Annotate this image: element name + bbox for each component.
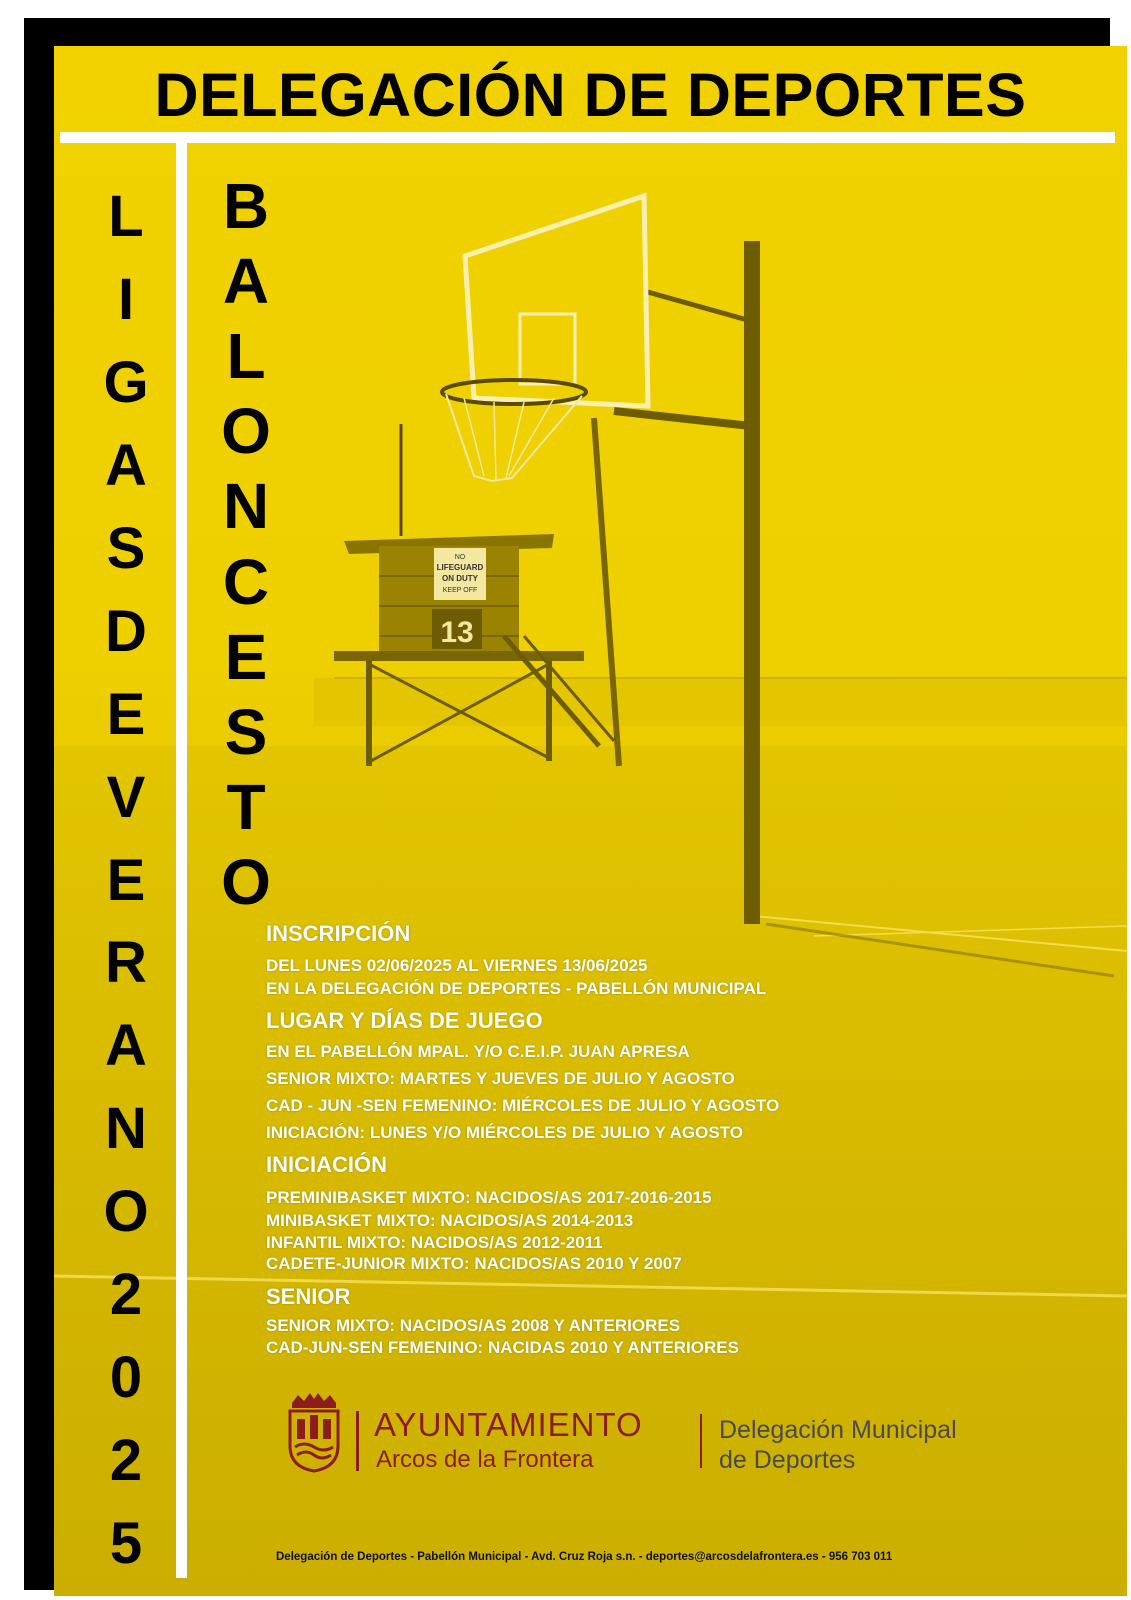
heading-iniciacion: INICIACIÓN	[266, 1152, 387, 1177]
sea-band	[314, 678, 1127, 726]
backboard-square	[520, 314, 575, 384]
info-line: EN EL PABELLÓN MPAL. Y/O C.E.I.P. JUAN APRESA	[266, 1042, 690, 1061]
info-line: CAD-JUN-SEN FEMENINO: NACIDAS 2010 Y ANTERIORES	[266, 1338, 739, 1357]
logo-divider	[700, 1414, 702, 1468]
footer-contact: Delegación de Deportes - Pabellón Municipal - Avd. Cruz Roja s.n. - deportes@arcosdelafrontera.es - 956 703 011	[276, 1551, 893, 1563]
info-line: CAD - JUN -SEN FEMENINO: MIÉRCOLES DE JULIO Y AGOSTO	[266, 1096, 780, 1115]
vertical-title-baloncesto-letter: E	[224, 620, 268, 693]
vertical-title-baloncesto-letter: S	[224, 695, 268, 768]
vertical-title-ligas-letter: A	[105, 432, 147, 498]
city-coat-of-arms-icon	[286, 1391, 342, 1473]
vertical-title-baloncesto	[204, 170, 288, 918]
vertical-title-baloncesto-letter: A	[222, 245, 270, 318]
info-line: CADETE-JUNIOR MIXTO: NACIDOS/AS 2010 Y 2007	[266, 1254, 682, 1273]
tower-sign-text: NO	[454, 554, 466, 561]
logo-delegation-text: de Deportes	[719, 1446, 856, 1474]
tower-deck	[334, 651, 584, 661]
vertical-title-ligas-letter: E	[106, 847, 146, 913]
logo-ayuntamiento-text: AYUNTAMIENTO	[374, 1406, 643, 1443]
vertical-title-ligas-letter: I	[117, 266, 135, 332]
vertical-title-ligas-letter: 2	[109, 1262, 143, 1328]
info-line: INFANTIL MIXTO: NACIDOS/AS 2012-2011	[266, 1233, 603, 1252]
poster-panel	[54, 46, 1127, 1596]
heading-inscripcion: INSCRIPCIÓN	[266, 921, 411, 946]
backboard	[465, 196, 648, 406]
info-line: EN LA DELEGACIÓN DE DEPORTES - PABELLÓN MUNICIPAL	[266, 979, 767, 998]
net	[464, 398, 484, 476]
info-line: PREMINIBASKET MIXTO: NACIDOS/AS 2017-2016-2015	[266, 1188, 712, 1207]
tower-sign-text: LIFEGUARD	[436, 563, 484, 572]
vertical-title-ligas-letter: R	[105, 930, 147, 996]
vertical-title-ligas-letter: S	[106, 515, 146, 581]
vertical-title-baloncesto-letter: N	[222, 470, 270, 543]
vertical-title-ligas-letter: 2	[109, 1428, 143, 1494]
info-line: MINIBASKET MIXTO: NACIDOS/AS 2014-2013	[266, 1211, 634, 1230]
vertical-title-ligas-letter: O	[103, 1179, 149, 1245]
vertical-title-ligas-letter: E	[106, 681, 146, 747]
title-vertical-divider	[176, 132, 187, 1578]
vertical-title-ligas-letter: V	[106, 764, 146, 830]
tower-sign-text: KEEP OFF	[442, 587, 478, 594]
logo-divider	[356, 1411, 359, 1471]
page-title: DELEGACIÓN DE DEPORTES	[154, 61, 1027, 129]
vertical-title-baloncesto-letter: C	[222, 545, 270, 618]
vertical-title-ligas-letter: G	[103, 349, 149, 415]
vertical-title-ligas-letter: L	[108, 184, 144, 249]
vertical-title-ligas-letter: A	[105, 1013, 147, 1079]
hoop-arm	[614, 411, 751, 426]
vertical-title-ligas-de-verano	[86, 184, 166, 1576]
heading-senior: SENIOR	[266, 1284, 351, 1309]
info-line: DEL LUNES 02/06/2025 AL VIERNES 13/06/2025	[266, 956, 648, 975]
vertical-title-baloncesto-letter: L	[226, 320, 266, 393]
vertical-title-baloncesto-letter: O	[221, 395, 271, 468]
hoop-pole	[744, 241, 760, 924]
vertical-title-ligas-letter: 5	[109, 1511, 143, 1576]
logo-town-text: Arcos de la Frontera	[376, 1446, 594, 1473]
vertical-title-baloncesto-letter: O	[221, 845, 271, 918]
logo-delegation-text: Delegación Municipal	[719, 1416, 957, 1444]
title-underline-divider	[60, 132, 1115, 143]
hoop-brace	[644, 291, 751, 321]
tower-number: 13	[440, 616, 474, 649]
vertical-title-ligas-letter: D	[105, 598, 147, 664]
info-line: INICIACIÓN: LUNES Y/O MIÉRCOLES DE JULIO Y AGOSTO	[266, 1123, 744, 1142]
vertical-title-ligas-letter: N	[105, 1096, 147, 1162]
info-line: SENIOR MIXTO: NACIDOS/AS 2008 Y ANTERIORES	[266, 1316, 681, 1335]
heading-lugar-dias: LUGAR Y DÍAS DE JUEGO	[266, 1008, 543, 1033]
poster-frame	[24, 18, 1110, 1590]
info-line: SENIOR MIXTO: MARTES Y JUEVES DE JULIO Y AGOSTO	[266, 1069, 735, 1088]
vertical-title-ligas-letter: 0	[109, 1345, 143, 1411]
vertical-title-baloncesto-letter: B	[222, 170, 270, 242]
net	[494, 402, 496, 480]
tower-sign-text: ON DUTY	[442, 574, 478, 583]
vertical-title-baloncesto-letter: T	[226, 770, 266, 843]
